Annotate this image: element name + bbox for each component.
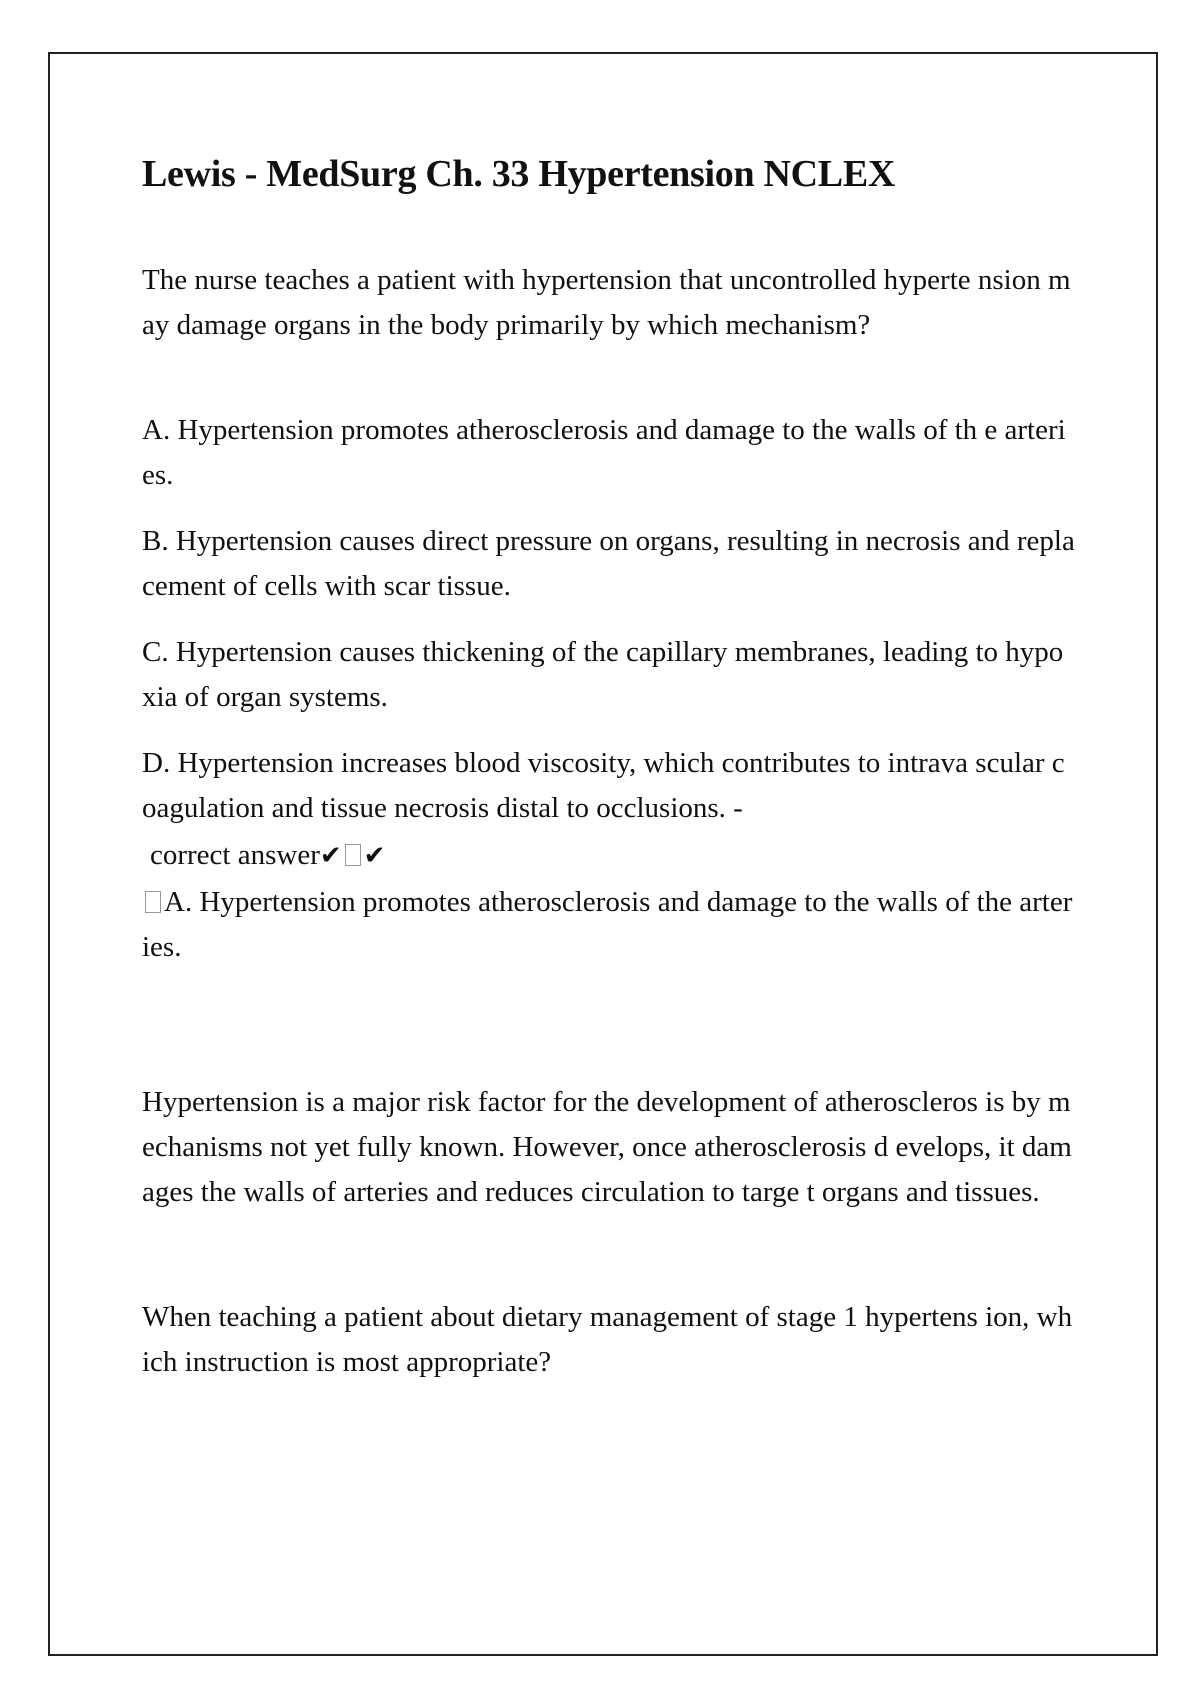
correct-answer-text (142, 880, 1077, 970)
question-2-stem: When teaching a patient about dietary management of stage 1 hypertens ion, which instruction is most appropriate? (142, 1301, 1073, 1378)
question-1-option-a: A. Hypertension promotes atherosclerosis and damage to the walls of th e arteries. (142, 414, 1066, 491)
question-1-rationale: Hypertension is a major risk factor for the development of atheroscleros is by mechanisms not yet fully known. However, once atherosclerosis d evelops, it damages the walls of arteries and reduces circulation to targe t organs and tissues. (142, 1086, 1072, 1208)
document-title: Lewis - MedSurg Ch. 33 Hypertension NCLEX (142, 153, 896, 195)
missing-glyph-box-icon (345, 844, 361, 866)
question-1-option-d: D. Hypertension increases blood viscosity, which contributes to intrava scular coagulation and tissue necrosis distal to occlusions. - (142, 747, 1065, 824)
correct-answer-line (142, 831, 1077, 880)
correct-answer-label: correct answer (150, 839, 320, 871)
correct-answer-value: A. Hypertension promotes atherosclerosis and damage to the walls of the arteries. (142, 886, 1073, 963)
question-1-option-b: B. Hypertension causes direct pressure on organs, resulting in necrosis and replacement of cells with scar tissue. (142, 525, 1075, 602)
check-mark-icon: ✔ (319, 841, 342, 871)
missing-glyph-box-icon (145, 891, 161, 913)
document-content (142, 150, 1077, 1385)
question-1-stem: The nurse teaches a patient with hypertension that uncontrolled hyperte nsion may damage organs in the body primarily by which mechanism? (142, 264, 1071, 341)
check-mark-icon: ✔ (363, 841, 386, 871)
question-1-option-c: C. Hypertension causes thickening of the capillary membranes, leading to hypoxia of organ systems. (142, 636, 1064, 713)
